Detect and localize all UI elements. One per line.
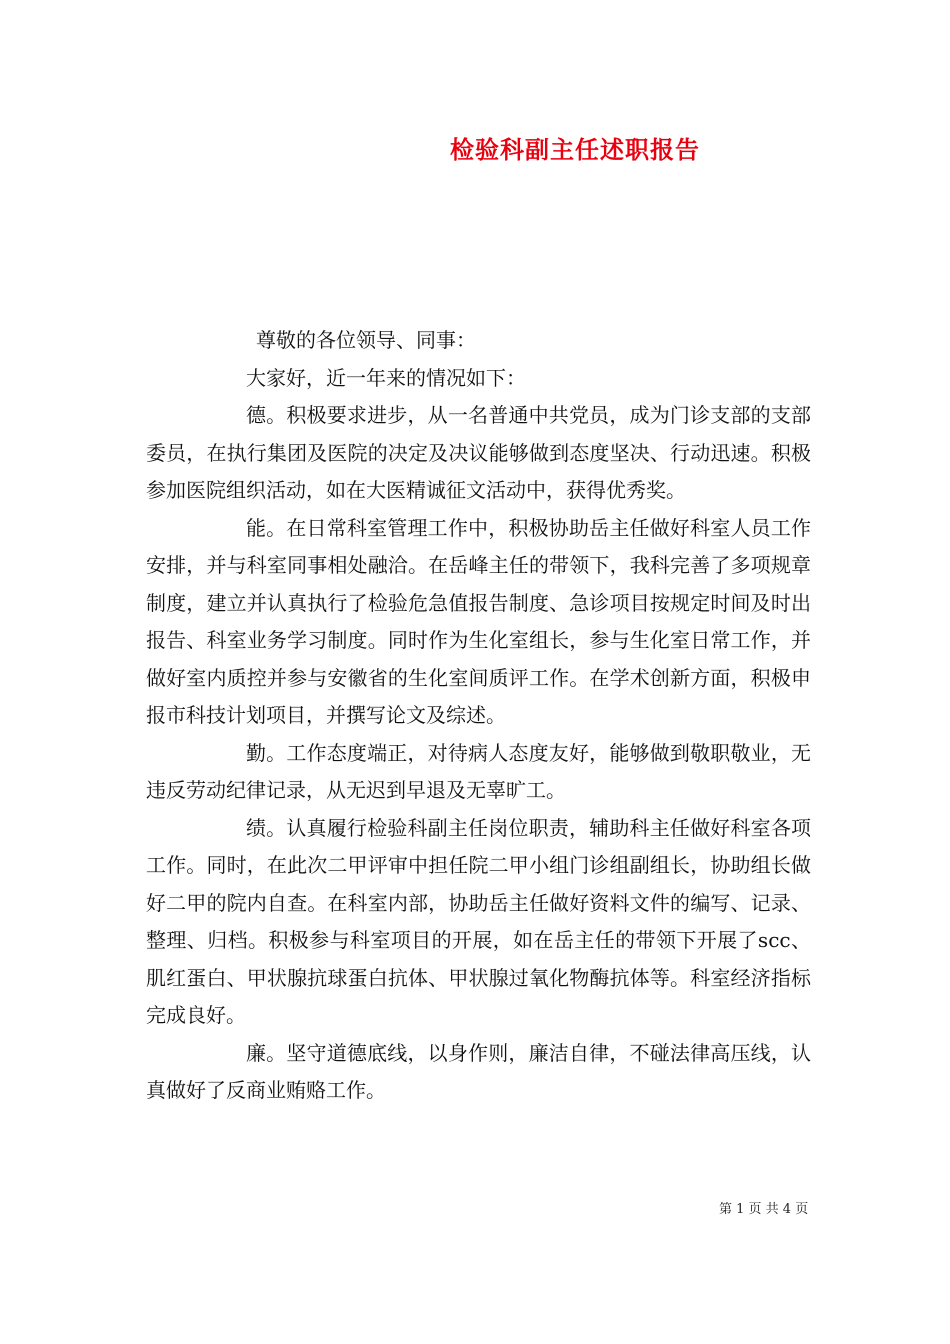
paragraph-integrity: 廉。坚守道德底线，以身作则，廉洁自律，不碰法律高压线，认真做好了反商业贿赂工作。	[146, 1040, 811, 1102]
document-title: 检验科副主任述职报告	[450, 135, 700, 164]
paragraph-ability: 能。在日常科室管理工作中，积极协助岳主任做好科室人员工作安排，并与科室同事相处融洽。在岳峰主任的带领下，我科完善了多项规章制度，建立并认真执行了检验危急值报告制度、急诊项目按规定时间及时出报告、科室业务学习制度。同时作为生化室组长，参与生化室日常工作，并做好室内质控并参与安徽省的生化室间质评工作。在学术创新方面，积极申报市科技计划项目，并撰写论文及综述。	[146, 515, 811, 727]
paragraph-morality: 德。积极要求进步，从一名普通中共党员，成为门诊支部的支部委员，在执行集团及医院的决定及决议能够做到态度坚决、行动迅速。积极参加医院组织活动，如在大医精诚征文活动中，获得优秀奖。	[146, 403, 811, 502]
salutation: 尊敬的各位领导、同事：	[256, 328, 476, 352]
document-body	[146, 322, 811, 1110]
paragraph-opening: 大家好，近一年来的情况如下：	[246, 365, 526, 390]
page-number-footer: 第 1 页 共 4 页	[719, 1202, 809, 1217]
paragraph-diligence: 勤。工作态度端正，对待病人态度友好，能够做到敬职敬业，无违反劳动纪律记录，从无迟到早退及无辜旷工。	[146, 740, 811, 802]
paragraph-achievement: 绩。认真履行检验科副主任岗位职责，辅助科主任做好科室各项工作。同时，在此次二甲评审中担任院二甲小组门诊组副组长，协助组长做好二甲的院内自查。在科室内部，协助岳主任做好资料文件的编写、记录、整理、归档。积极参与科室项目的开展，如在岳主任的带领下开展了scc、肌红蛋白、甲状腺抗球蛋白抗体、甲状腺过氧化物酶抗体等。科室经济指标完成良好。	[146, 815, 811, 1027]
